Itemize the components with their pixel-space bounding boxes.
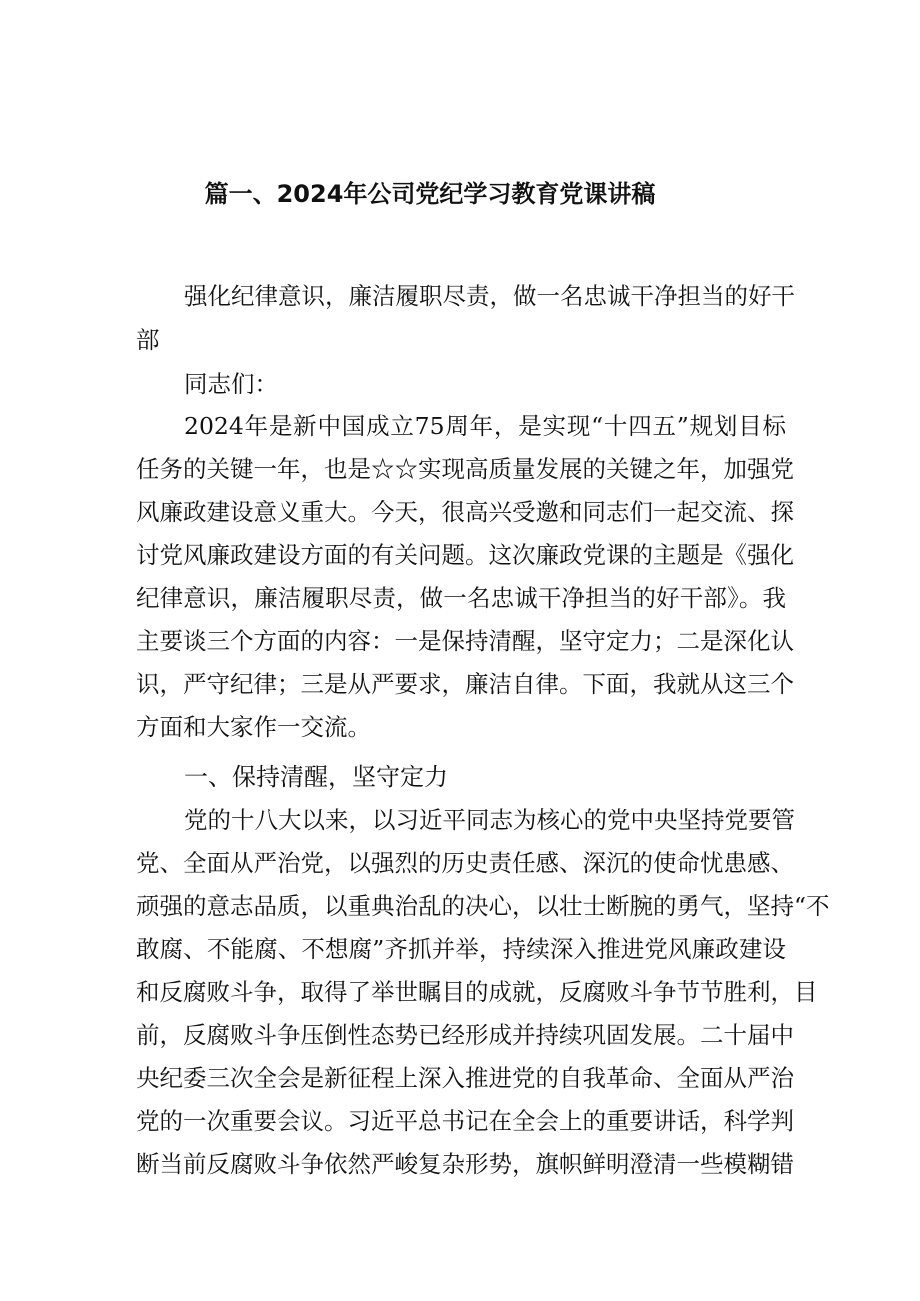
paragraph-line: 和反腐败斗争，取得了举世瞩目的成就，反腐败斗争节节胜利，目 [136, 978, 818, 1006]
paragraph-line: 讨党风廉政建设方面的有关问题。这次廉政党课的主题是《强化 [136, 541, 794, 569]
paragraph-line: 主要谈三个方面的内容：一是保持清醒，坚守定力；二是深化认 [136, 627, 794, 655]
paragraph-line: 党、全面从严治党，以强烈的历史责任感、深沉的使命忧患感、 [136, 849, 794, 877]
salutation: 同志们： [184, 370, 278, 398]
subtitle-line: 强化纪律意识，廉洁履职尽责，做一名忠诚干净担当的好干 [184, 282, 795, 310]
document-title: 篇一、2024年公司党纪学习教育党课讲稿 [204, 180, 656, 208]
paragraph-line: 党的一次重要会议。习近平总书记在全会上的重要讲话，科学判 [136, 1107, 794, 1135]
subtitle-line: 部 [136, 326, 160, 354]
paragraph-line: 顽强的意志品质，以重典治乱的决心，以壮士断腕的勇气，坚持“不 [136, 892, 830, 920]
paragraph-line: 敢腐、不能腐、不想腐”齐抓并举，持续深入推进党风廉政建设 [136, 935, 786, 963]
paragraph-line: 风廉政建设意义重大。今天，很高兴受邀和同志们一起交流、探 [136, 498, 794, 526]
paragraph-line: 任务的关键一年，也是☆☆实现高质量发展的关键之年，加强党 [136, 455, 794, 483]
paragraph-line: 断当前反腐败斗争依然严峻复杂形势，旗帜鲜明澄清一些模糊错 [136, 1150, 794, 1178]
paragraph-line: 纪律意识，廉洁履职尽责，做一名忠诚干净担当的好干部》。我 [136, 584, 786, 612]
paragraph-line: 党的十八大以来，以习近平同志为核心的党中央坚持党要管 [184, 806, 795, 834]
paragraph-line: 前，反腐败斗争压倒性态势已经形成并持续巩固发展。二十届中 [136, 1021, 794, 1049]
paragraph-line: 识，严守纪律；三是从严要求，廉洁自律。下面，我就从这三个 [136, 670, 794, 698]
paragraph-line: 2024年是新中国成立75周年，是实现“十四五”规划目标 [184, 412, 786, 440]
section-heading: 一、保持清醒，坚守定力 [184, 763, 448, 791]
paragraph-line: 央纪委三次全会是新征程上深入推进党的自我革命、全面从严治 [136, 1064, 794, 1092]
paragraph-line: 方面和大家作一交流。 [136, 713, 371, 741]
